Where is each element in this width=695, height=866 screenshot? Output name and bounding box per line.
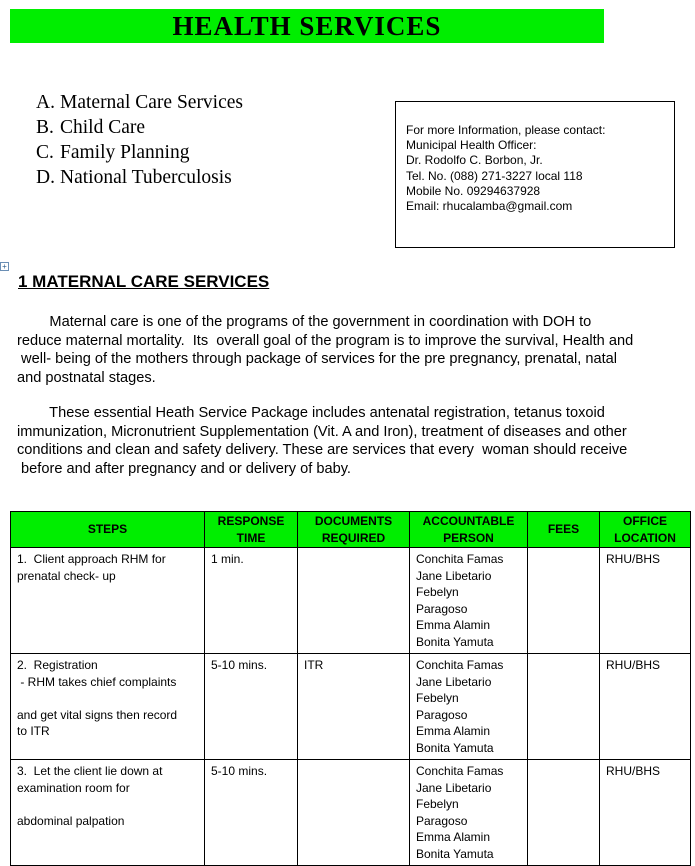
list-item-letter: D.: [36, 167, 55, 188]
paragraph-line: immunization, Micronutrient Supplementation (Vit. A and Iron), treatment of diseases and other: [17, 423, 627, 440]
person-name: Emma Alamin: [416, 830, 491, 844]
cell-office-location: RHU/BHS: [600, 760, 691, 866]
table-row: [11, 548, 691, 654]
person-name: Febelyn: [416, 585, 459, 599]
paragraph-service-package: [17, 404, 693, 478]
page-title: HEALTH SERVICES: [172, 11, 442, 41]
person-name: Bonita Yamuta: [416, 740, 494, 755]
list-item-label: Maternal Care Services: [60, 92, 244, 113]
cell-response-time: 1 min.: [205, 548, 298, 654]
person-name: Paragoso: [416, 601, 468, 616]
contact-line: Tel. No. (088) 271-3227 local 118: [406, 168, 583, 183]
step-line: 2. Registration: [17, 658, 98, 672]
column-header-accountable-person: ACCOUNTABLE PERSON: [410, 512, 528, 548]
column-header-steps: STEPS: [11, 512, 205, 548]
paragraph-line: reduce maternal mortality. Its overall goal of the program is to improve the survival, Health and: [17, 332, 634, 349]
list-item-letter: C.: [36, 142, 54, 163]
list-item: [36, 165, 243, 190]
person-name: Bonita Yamuta: [416, 634, 494, 649]
step-line-blank: [17, 690, 198, 707]
cell-documents: [298, 548, 410, 654]
contact-line: Email: rhucalamba@gmail.com: [406, 199, 573, 214]
list-item-label: Child Care: [60, 117, 146, 138]
paragraph-line: These essential Heath Service Package includes antenatal registration, tetanus toxoid: [17, 405, 605, 421]
cell-accountable-person: [410, 760, 528, 866]
list-item-label: National Tuberculosis: [60, 167, 232, 188]
cell-response-time: 5-10 mins.: [205, 760, 298, 866]
contact-box: [395, 101, 675, 248]
paragraph-line: and postnatal stages.: [17, 369, 156, 386]
paragraph-line: before and after pregnancy and or delivery of baby.: [17, 460, 351, 477]
cell-step: [11, 654, 205, 760]
table-move-handle-icon[interactable]: +: [0, 262, 9, 271]
paragraph-line: well- being of the mothers through package of services for the pre pregnancy, prenatal, natal: [17, 351, 618, 368]
services-list: [36, 90, 243, 190]
step-line: 3. Let the client lie down at: [17, 764, 163, 778]
cell-office-location: RHU/BHS: [600, 548, 691, 654]
list-item: [36, 140, 243, 165]
table-header-row: [11, 512, 691, 548]
cell-accountable-person: [410, 654, 528, 760]
step-line-blank: [17, 796, 198, 813]
cell-step: [11, 548, 205, 654]
list-item: [36, 90, 243, 115]
list-item-letter: A.: [36, 92, 55, 113]
cell-documents: [298, 760, 410, 866]
title-banner: [10, 9, 604, 43]
services-table: [10, 511, 691, 866]
cell-accountable-person: [410, 548, 528, 654]
person-name: Conchita Famas: [416, 552, 504, 566]
table-row: [11, 760, 691, 866]
column-header-documents: DOCUMENTS REQUIRED: [298, 512, 410, 548]
paragraph-line: conditions and clean and safety delivery. These are services that every woman should receive: [17, 442, 628, 459]
section-heading: 1 MATERNAL CARE SERVICES: [18, 272, 270, 291]
person-name: Bonita Yamuta: [416, 846, 494, 861]
cell-office-location: RHU/BHS: [600, 654, 691, 760]
contact-line: Municipal Health Officer:: [406, 138, 537, 153]
list-item-label: Family Planning: [60, 142, 190, 163]
contact-line: Mobile No. 09294637928: [406, 183, 541, 198]
person-name: Jane Libetario: [416, 568, 492, 583]
step-line: 1. Client approach RHM for: [17, 552, 166, 566]
person-name: Conchita Famas: [416, 764, 504, 778]
cell-fees: [528, 760, 600, 866]
table-row: [11, 654, 691, 760]
list-item: [36, 115, 243, 140]
cell-documents: ITR: [298, 654, 410, 760]
person-name: Emma Alamin: [416, 618, 491, 632]
cell-fees: [528, 548, 600, 654]
person-name: Febelyn: [416, 691, 459, 705]
contact-line: For more Information, please contact:: [406, 123, 606, 137]
paragraph-maternal-care: [17, 313, 693, 387]
cell-step: [11, 760, 205, 866]
paragraph-line: Maternal care is one of the programs of the government in coordination with DOH to: [17, 314, 592, 330]
contact-line: Dr. Rodolfo C. Borbon, Jr.: [406, 153, 543, 168]
column-header-fees: FEES: [528, 512, 600, 548]
step-line: prenatal check- up: [17, 568, 116, 583]
person-name: Emma Alamin: [416, 724, 491, 738]
step-line: examination room for: [17, 780, 130, 795]
step-line: abdominal palpation: [17, 813, 125, 828]
cell-response-time: 5-10 mins.: [205, 654, 298, 760]
step-line: - RHM takes chief complaints: [17, 674, 177, 689]
person-name: Jane Libetario: [416, 674, 492, 689]
person-name: Paragoso: [416, 813, 468, 828]
cell-fees: [528, 654, 600, 760]
person-name: Conchita Famas: [416, 658, 504, 672]
person-name: Paragoso: [416, 707, 468, 722]
column-header-office-location: OFFICE LOCATION: [600, 512, 691, 548]
list-item-letter: B.: [36, 117, 54, 138]
step-line: to ITR: [17, 724, 50, 738]
person-name: Jane Libetario: [416, 780, 492, 795]
step-line: and get vital signs then record: [17, 707, 178, 722]
column-header-response-time: RESPONSE TIME: [205, 512, 298, 548]
person-name: Febelyn: [416, 797, 459, 811]
